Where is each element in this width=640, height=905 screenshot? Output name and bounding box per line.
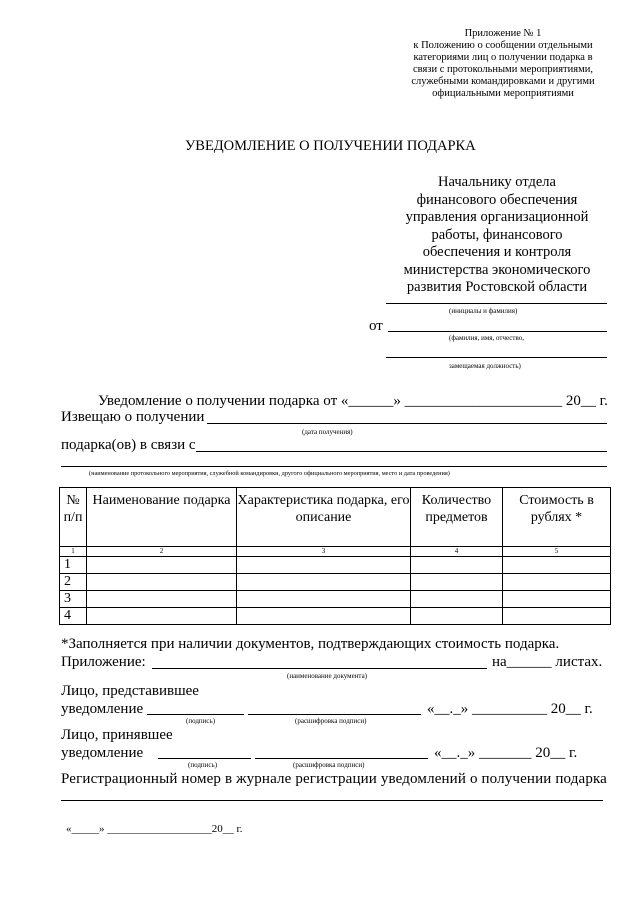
column-number: 2 bbox=[87, 547, 237, 557]
from-name-field[interactable] bbox=[388, 331, 607, 332]
submitter-label-2: уведомление bbox=[61, 701, 144, 717]
cell-quantity[interactable] bbox=[411, 557, 503, 574]
recipient-line: финансового обеспечения bbox=[416, 191, 578, 208]
cell-description[interactable] bbox=[237, 574, 411, 591]
table-row bbox=[60, 591, 611, 608]
cell-name[interactable] bbox=[87, 608, 237, 625]
gift-table bbox=[59, 487, 611, 625]
position-hint: замещаемая должность) bbox=[449, 362, 521, 370]
event-hint: (наименование протокольного мероприятия, служебной командировки, другого официального мероприятия, место и дата проведения) bbox=[89, 470, 450, 477]
header-cost: Стоимость в рублях * bbox=[503, 488, 611, 547]
receipt-date-field[interactable] bbox=[207, 423, 607, 424]
cell-description[interactable] bbox=[237, 608, 411, 625]
cell-description[interactable] bbox=[237, 557, 411, 574]
header-description: Характеристика подарка, его описание bbox=[237, 488, 411, 547]
cell-quantity[interactable] bbox=[411, 574, 503, 591]
table-row bbox=[60, 574, 611, 591]
appendix-line: Приложение № 1 bbox=[464, 28, 542, 39]
cell-name[interactable] bbox=[87, 574, 237, 591]
document-title: УВЕДОМЛЕНИЕ О ПОЛУЧЕНИИ ПОДАРКА bbox=[185, 138, 476, 154]
initials-field[interactable] bbox=[386, 303, 607, 304]
signature-hint: (подпись) bbox=[186, 717, 216, 725]
table-row bbox=[60, 557, 611, 574]
footnote: *Заполняется при наличии документов, подтверждающих стоимость подарка. bbox=[61, 636, 560, 652]
submitter-signature-field[interactable] bbox=[147, 714, 244, 715]
date-hint: (дата получения) bbox=[302, 428, 353, 436]
cell-cost[interactable] bbox=[503, 574, 611, 591]
fio-hint: (фамилия, имя, отчество, bbox=[449, 334, 524, 342]
attachment-field[interactable] bbox=[152, 668, 487, 669]
signature-hint-2: (подпись) bbox=[188, 761, 218, 769]
position-field[interactable] bbox=[386, 357, 607, 358]
row-number: 1 bbox=[60, 557, 87, 574]
gift-label: подарка(ов) в связи с bbox=[61, 437, 196, 453]
receiver-signature-field[interactable] bbox=[158, 758, 251, 759]
attachment-pages: на______ листах. bbox=[492, 654, 603, 670]
recipient-line: обеспечения и контроля bbox=[422, 244, 572, 260]
event-field[interactable] bbox=[196, 451, 607, 452]
submitter-label-1: Лицо, представившее bbox=[61, 683, 199, 699]
receiver-decoding-field[interactable] bbox=[255, 758, 428, 759]
cell-cost[interactable] bbox=[503, 608, 611, 625]
from-label: от bbox=[369, 318, 383, 334]
column-number: 3 bbox=[237, 547, 411, 557]
attachment-label: Приложение: bbox=[61, 654, 146, 670]
submitter-decoding-field[interactable] bbox=[248, 714, 421, 715]
cell-cost[interactable] bbox=[503, 557, 611, 574]
row-number: 3 bbox=[60, 591, 87, 608]
cell-name[interactable] bbox=[87, 591, 237, 608]
registration-number-field[interactable] bbox=[61, 800, 603, 801]
event-field-2[interactable] bbox=[61, 466, 607, 467]
cell-quantity[interactable] bbox=[411, 591, 503, 608]
initials-hint: (инициалы и фамилия) bbox=[449, 307, 518, 315]
notice-line: Уведомление о получении подарка от «______» _____________________ 20__ г. bbox=[98, 393, 608, 409]
final-date: «_____» ___________________20__ г. bbox=[66, 823, 243, 835]
registration-number-label: Регистрационный номер в журнале регистрации уведомлений о получении подарка bbox=[61, 771, 607, 787]
recipient-line: Начальнику отдела bbox=[438, 174, 556, 190]
submitter-date: «__._» __________ 20__ г. bbox=[427, 701, 593, 717]
cell-description[interactable] bbox=[237, 591, 411, 608]
receiver-label-1: Лицо, принявшее bbox=[61, 727, 173, 743]
column-number: 5 bbox=[503, 547, 611, 557]
header-name: Наименование подарка bbox=[87, 488, 237, 547]
appendix-header bbox=[396, 28, 610, 100]
column-number: 4 bbox=[411, 547, 503, 557]
appendix-line: служебными командировками и другими bbox=[411, 76, 595, 87]
appendix-line: связи с протокольными мероприятиями, bbox=[413, 64, 593, 75]
cell-name[interactable] bbox=[87, 557, 237, 574]
appendix-line: к Положению о сообщении отдельными bbox=[413, 40, 593, 51]
recipient-line: работы, финансового bbox=[431, 226, 563, 243]
header-quantity: Количество предметов bbox=[411, 488, 503, 547]
doc-hint: (наименование документа) bbox=[287, 672, 368, 680]
inform-label: Извещаю о получении bbox=[61, 409, 205, 425]
column-number-row bbox=[60, 547, 611, 557]
decoding-hint-2: (расшифровка подписи) bbox=[293, 761, 365, 769]
receiver-label-2: уведомление bbox=[61, 745, 144, 761]
appendix-line: категориями лиц о получении подарка в bbox=[413, 52, 593, 63]
appendix-line: официальными мероприятиями bbox=[432, 88, 574, 99]
row-number: 2 bbox=[60, 574, 87, 591]
row-number: 4 bbox=[60, 608, 87, 625]
recipient-block bbox=[388, 174, 606, 297]
cell-cost[interactable] bbox=[503, 591, 611, 608]
cell-quantity[interactable] bbox=[411, 608, 503, 625]
recipient-line: развития Ростовской области bbox=[406, 279, 588, 295]
recipient-line: министерства экономического bbox=[403, 261, 591, 278]
table-row bbox=[60, 608, 611, 625]
recipient-line: управления организационной bbox=[405, 209, 589, 225]
receiver-date: «__._» _______ 20__ г. bbox=[434, 745, 578, 761]
column-number: 1 bbox=[60, 547, 87, 557]
header-number: № п/п bbox=[60, 488, 87, 547]
table-header-row bbox=[60, 488, 611, 547]
decoding-hint: (расшифровка подписи) bbox=[295, 717, 367, 725]
